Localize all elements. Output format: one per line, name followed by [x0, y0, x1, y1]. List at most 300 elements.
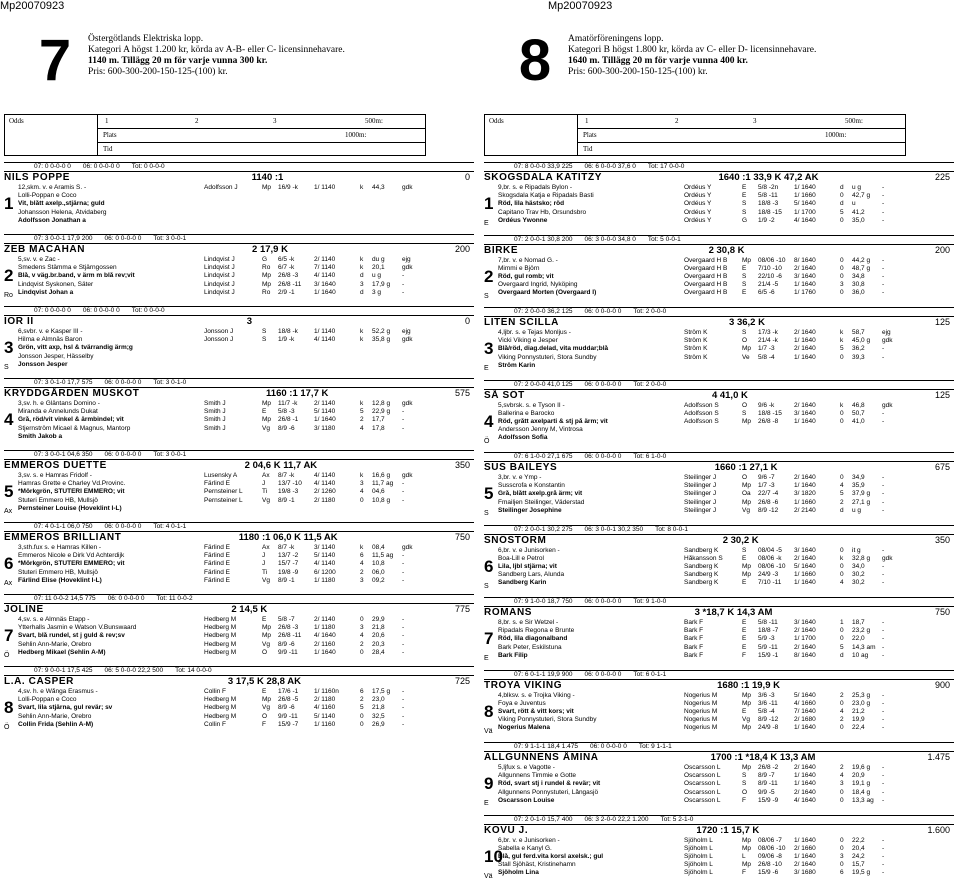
start-cell: 3 g: [372, 288, 382, 296]
start-row: [684, 507, 950, 515]
horse-info-line: Pernsteiner Louise (Hoveklint I-L): [18, 504, 122, 512]
start-cell: -: [882, 651, 885, 659]
horse-entry: [4, 234, 474, 302]
start-cell: 18/8 -15: [758, 409, 782, 417]
horse-info-line: Ballerina e Barocko: [498, 409, 555, 417]
start-row: [684, 700, 950, 708]
start-cell: 2/ 1640: [794, 627, 816, 635]
odds-table: [4, 114, 426, 156]
start-cell: 18/8 -7: [758, 627, 779, 635]
start-cell: E: [742, 554, 747, 562]
horse-earnings: 1.475: [927, 752, 950, 762]
race-title: Amatörföreningens lopp.: [568, 34, 664, 44]
horse-name-row: [484, 825, 954, 837]
start-cell: Mp: [742, 498, 752, 506]
horse-details: [484, 837, 954, 883]
track-sign: S: [484, 582, 489, 590]
record-stat: 06: 3 0-0-0 34,8 0: [584, 235, 636, 243]
start-cell: -: [882, 844, 885, 852]
horse-earnings: 775: [454, 604, 470, 614]
recent-starts: [204, 184, 470, 192]
plats-label: Plats: [103, 131, 117, 139]
start-cell: S: [742, 780, 747, 788]
start-cell: 0: [840, 571, 844, 579]
start-cell: 0: [840, 562, 844, 570]
start-cell: 48,7 g: [852, 264, 871, 272]
start-cell: -: [882, 184, 885, 191]
start-row: [684, 184, 950, 192]
horse-info-line: Svart, lila stjärna, gul revär; sv: [18, 704, 113, 712]
start-row: [204, 713, 470, 721]
start-cell: E: [742, 289, 747, 297]
start-cell: 0: [840, 264, 844, 272]
start-cell: 2/ 1640: [794, 329, 816, 336]
start-cell: 5/ 1640: [794, 691, 816, 699]
start-cell: u: [852, 200, 856, 208]
start-cell: 5/ 1140: [314, 712, 336, 720]
horse-info-line: Steilinger Josephine: [498, 506, 562, 514]
horse-earnings: 125: [934, 317, 950, 327]
start-cell: 2/ 1640: [794, 474, 816, 481]
record-stat: 06: 5 0-0-0 22,2 500: [104, 667, 164, 674]
start-cell: 12,8 g: [372, 400, 391, 407]
horse-name-row: [484, 680, 954, 692]
horse-entry: [484, 742, 954, 810]
start-cell: S: [742, 272, 747, 280]
horse-info-line: Lindqvist Syskonen, Säter: [18, 280, 94, 288]
start-cell: Ordéus Y: [684, 184, 712, 191]
start-cell: -: [882, 506, 885, 514]
start-cell: 32,8 g: [852, 554, 871, 562]
start-cell: 5/ 1140: [314, 408, 336, 416]
start-cell: -: [882, 716, 885, 724]
record-stat: 06: 0 0-0-0 0: [104, 235, 142, 242]
start-cell: 8/9 -6: [278, 704, 295, 712]
start-cell: 8/9 -6: [278, 640, 295, 648]
start-cell: 35,0: [852, 216, 865, 224]
start-cell: u g: [852, 184, 862, 191]
horse-entry: [4, 522, 474, 590]
record-stat: Tot: 2 0-0-0: [633, 380, 667, 388]
start-row: [204, 616, 470, 624]
start-cell: 3/ 1140: [314, 544, 336, 551]
horse-info-line: Fmailjen Steilinger, Väderstad: [498, 498, 585, 506]
start-cell: 0: [840, 216, 844, 224]
horse-name: EMMEROS BRILLIANT: [4, 532, 122, 543]
start-cell: 1/ 1640: [314, 416, 336, 424]
start-cell: 6/5 -k: [278, 256, 295, 263]
start-cell: 3: [360, 280, 364, 288]
record-stat: Tot: 3 0-0-1: [153, 235, 187, 242]
start-cell: -: [402, 640, 405, 648]
start-cell: 0: [840, 409, 844, 417]
start-row: [204, 328, 470, 336]
start-cell: Vg: [262, 424, 270, 432]
record-stat: 07: 0 0-0-0 0: [34, 163, 71, 170]
start-cell: 5: [360, 704, 364, 712]
start-row: [204, 272, 470, 280]
start-cell: Ve: [742, 353, 750, 361]
start-cell: 11/7 -k: [278, 400, 298, 407]
start-cell: Pernsteiner L: [204, 496, 243, 504]
start-cell: -: [882, 836, 885, 844]
horse-distance-record: 2 04,6 K 11,7 AK: [244, 460, 318, 471]
place-1-label: 1: [585, 117, 589, 125]
start-cell: 0: [360, 616, 364, 623]
start-cell: 35,8 g: [372, 336, 391, 344]
start-cell: 8/9 -1: [278, 576, 295, 584]
start-cell: k: [840, 337, 844, 345]
start-cell: 4/ 1660: [794, 699, 816, 707]
split-500-label: 500m:: [365, 117, 383, 125]
record-stat: 07: 0 0-0-0 0: [34, 307, 71, 314]
horse-info-line: Viking Ponnystuteri, Stora Sundby: [498, 353, 597, 361]
record-bar: [484, 670, 954, 680]
start-cell: Vg: [262, 704, 270, 712]
start-row: [684, 192, 950, 200]
start-cell: E: [742, 579, 747, 587]
start-cell: 0: [840, 635, 844, 643]
start-cell: 5: [360, 408, 364, 416]
horse-info: [18, 400, 204, 441]
start-cell: 9/6 -k: [758, 401, 775, 409]
start-cell: 0: [840, 474, 844, 481]
start-cell: 0: [840, 353, 844, 361]
start-cell: du g: [372, 256, 385, 263]
record-bar: [484, 452, 954, 462]
start-cell: Mp: [742, 562, 752, 570]
start-cell: 15,7: [852, 861, 865, 869]
start-cell: Bark F: [684, 635, 704, 643]
start-cell: 3: [840, 780, 844, 788]
record-stat: 07: 9 0-0-1 17,5 425: [34, 667, 93, 674]
recent-starts: [204, 688, 470, 729]
start-cell: Ax: [262, 472, 270, 479]
horse-info-line: *Mörkgrön, STUTERI EMMERO; vit: [18, 560, 125, 568]
start-cell: 8/ 1640: [794, 651, 816, 659]
record-bar: [484, 380, 954, 390]
start-cell: E: [742, 707, 747, 715]
horse-info-line: Bark Peter, Eskilstuna: [498, 643, 562, 651]
start-cell: 3/ 1180: [314, 424, 336, 432]
post-position: 4: [484, 411, 494, 431]
start-cell: -: [402, 488, 405, 496]
horse-details: [484, 402, 954, 448]
horse-details: [4, 184, 474, 230]
start-cell: 20,1: [372, 264, 385, 272]
horse-name: LITEN SCILLA: [484, 317, 559, 328]
horse-earnings: 350: [454, 460, 470, 470]
horse-info-line: Lindqvist Johan a: [18, 288, 74, 296]
start-cell: Adolfsson S: [684, 409, 719, 417]
start-cell: E: [742, 643, 747, 651]
start-cell: -: [882, 571, 885, 579]
horse-info: [18, 472, 204, 513]
horse-info-line: Adolfsson Jonathan a: [18, 216, 86, 224]
start-cell: -: [882, 200, 885, 208]
start-cell: 0: [840, 546, 844, 554]
start-cell: Ström K: [684, 329, 708, 336]
horse-info-line: Grön, vitt axp, hsl & tvärrandig ärm;g: [18, 344, 133, 352]
start-cell: S: [262, 336, 267, 344]
start-cell: 4: [360, 632, 364, 640]
horse-details: [4, 688, 474, 734]
horse-details: [484, 764, 954, 810]
start-cell: d: [360, 272, 364, 280]
start-cell: 29,9: [372, 616, 385, 623]
race-number: 7: [38, 28, 72, 93]
start-cell: -: [882, 264, 885, 272]
start-row: [204, 472, 470, 480]
start-cell: gdk: [402, 544, 413, 551]
start-cell: 8/9 -12: [758, 506, 779, 514]
record-stat: 07: 3 0-0-1 17,9 200: [34, 235, 93, 242]
start-cell: 1/ 1640: [314, 648, 336, 656]
horse-distance-record: 2 30,8 K: [708, 244, 745, 256]
horse-info-line: Nogerius Malena: [498, 724, 551, 732]
horse-name-row: [4, 604, 474, 616]
start-cell: Mp: [262, 280, 272, 288]
start-cell: 3/ 1820: [794, 490, 816, 498]
record-stat: 06: 6 0-0-0 37,6 0: [584, 163, 636, 170]
horse-info-line: Stuteri Emmero HB, Mullsjö: [18, 568, 98, 576]
horse-earnings: 575: [454, 388, 470, 398]
horse-info: [18, 256, 204, 297]
start-row: [684, 845, 950, 853]
start-row: [684, 780, 950, 788]
start-cell: ejg: [402, 256, 411, 263]
start-cell: Smith J: [204, 400, 226, 407]
start-cell: 8/9 -6: [278, 424, 295, 432]
start-cell: Färlind E: [204, 568, 231, 576]
start-cell: k: [360, 256, 364, 263]
start-row: [204, 624, 470, 632]
start-cell: Overgaard H B: [684, 264, 728, 272]
start-cell: -: [882, 627, 885, 635]
recent-starts: [684, 329, 950, 362]
start-cell: 21,2: [852, 707, 865, 715]
horse-details: [484, 257, 954, 303]
start-cell: 08/06 -k: [758, 554, 782, 562]
start-cell: 5/8 -7: [278, 616, 295, 623]
horse-distance-record: 1660 :1 27,1 K: [714, 462, 778, 473]
start-cell: J: [262, 552, 266, 560]
start-cell: 0: [840, 796, 844, 804]
horse-name: EMMEROS DUETTE: [4, 460, 107, 471]
horse-info-line: Foya e Juventus: [498, 699, 546, 707]
start-cell: 44,3: [372, 184, 385, 191]
record-stat: 06: 0 0-0-0 0: [584, 670, 622, 678]
start-cell: 08/06 -10: [758, 256, 786, 264]
track-sign: Ax: [4, 508, 13, 515]
horse-info-line: Vit, blått axelp.,stjärna; guld: [18, 200, 105, 208]
start-cell: k: [360, 328, 364, 335]
start-cell: k: [360, 400, 364, 407]
horse-distance-record: 1700 :1 *18,4 K 13,3 AM: [710, 752, 816, 763]
split-1000-label: 1000m:: [345, 131, 367, 139]
start-row: [684, 217, 950, 225]
record-stat: Tot: 9 1-0-0: [633, 598, 667, 605]
start-cell: Mp: [742, 345, 752, 353]
start-cell: -: [402, 624, 405, 632]
horse-name-row: [4, 316, 474, 328]
start-cell: Nogerius M: [684, 724, 718, 732]
start-cell: 18,4 g: [852, 788, 871, 796]
horse-earnings: 200: [454, 244, 470, 254]
horse-info-line: Lolli-Poppan e Coco: [18, 192, 77, 200]
start-cell: Mp: [262, 632, 272, 640]
start-cell: -: [882, 498, 885, 506]
start-row: [204, 577, 470, 585]
start-cell: 19,6 g: [852, 764, 871, 771]
post-position: 7: [484, 629, 494, 648]
start-cell: -: [882, 772, 885, 780]
start-cell: Collin F: [204, 688, 227, 695]
horse-info-line: 4,ljbr. s. e Tejas Monljus -: [498, 329, 571, 336]
start-cell: 4/ 1640: [794, 216, 816, 224]
start-cell: 50,7: [852, 409, 865, 417]
start-cell: 5: [840, 490, 844, 498]
horse-name-row: [484, 172, 954, 184]
start-cell: Sjöholm L: [684, 861, 713, 869]
start-cell: k: [360, 544, 364, 551]
start-cell: 4/ 1640: [794, 796, 816, 804]
start-cell: 1/7 -3: [758, 482, 775, 490]
recent-starts: [684, 692, 950, 733]
horse-info: [498, 329, 684, 370]
start-cell: 1/ 1640: [794, 184, 816, 191]
start-cell: Mp: [742, 724, 752, 732]
start-cell: -: [402, 616, 405, 623]
start-cell: Nogerius M: [684, 716, 718, 724]
start-cell: 2/ 1660: [794, 844, 816, 852]
start-cell: gdk: [402, 264, 413, 272]
horse-entry: [484, 452, 954, 520]
record-stat: 06: 0 0-0-0 0: [584, 380, 622, 388]
horse-info: [498, 547, 684, 588]
horse-info-line: Stjernström Micael & Magnus, Mantorp: [18, 424, 131, 432]
start-cell: -: [882, 691, 885, 699]
start-cell: Lindqvist J: [204, 280, 235, 288]
start-row: [204, 425, 470, 433]
start-row: [684, 354, 950, 362]
start-cell: 15/7 -7: [278, 560, 299, 568]
start-cell: -: [882, 724, 885, 732]
record-stat: Tot: 6 0-1-1: [633, 670, 667, 678]
start-cell: 2/ 1160: [314, 640, 336, 648]
start-cell: 18/8 -15: [758, 208, 782, 216]
start-cell: 6: [840, 869, 844, 877]
horse-details: [4, 472, 474, 518]
start-cell: 8/7 -k: [278, 544, 295, 551]
horse-info-line: Röd, svart stj i rundel & revär; vit: [498, 780, 601, 788]
start-cell: Overgaard H B: [684, 289, 728, 297]
horse-name: SUS BAILEYS: [484, 462, 558, 473]
horse-earnings: 725: [454, 676, 470, 686]
start-cell: S: [742, 409, 747, 417]
horse-details: [4, 544, 474, 590]
start-cell: 1/ 1160n: [314, 688, 339, 695]
record-stat: 06: 0 0-0-0 0: [104, 523, 142, 530]
start-cell: 46,8: [852, 401, 865, 409]
start-row: [684, 555, 950, 563]
start-cell: k: [840, 401, 844, 409]
start-cell: 45,0 g: [852, 337, 871, 345]
horse-distance-record: 1680 :1 19,9 K: [717, 679, 780, 691]
start-cell: ejg: [402, 328, 411, 335]
recent-starts: [204, 472, 470, 505]
start-cell: Ö: [742, 337, 748, 345]
horse-info: [18, 328, 204, 369]
start-cell: E: [742, 184, 747, 191]
horse-info-line: Allgunnens Timmie e Gotte: [498, 772, 577, 780]
start-row: [684, 635, 950, 643]
horse-distance-record: 1180 :1 06,0 K 11,5 AK: [238, 532, 338, 543]
start-cell: -: [402, 280, 405, 288]
horse-distance-record: 3: [246, 316, 252, 327]
horse-name-row: [4, 676, 474, 688]
start-cell: Färlind E: [204, 576, 231, 584]
horse-info: [498, 184, 684, 225]
horse-name: NILS POPPE: [4, 172, 71, 183]
horse-info-line: Ytterhalls Jasmin e Watson V.Bunswaard: [18, 624, 137, 632]
start-cell: 5/8 -4: [758, 707, 775, 715]
race-header: [8, 22, 430, 114]
horse-info: [18, 544, 204, 585]
start-cell: Mp: [742, 836, 752, 844]
record-stat: 06: 3 2-0-0 22,2 1.200: [584, 815, 649, 823]
start-row: [684, 474, 950, 482]
start-cell: 4: [360, 560, 364, 568]
start-cell: Sandberg K: [684, 546, 719, 554]
start-cell: 17,7: [372, 416, 385, 424]
start-cell: 1/ 1660: [794, 192, 816, 200]
record-stat: 06: 0 0-0-0 0: [104, 379, 142, 386]
start-cell: -: [402, 712, 405, 720]
track-sign: E: [484, 655, 489, 662]
start-cell: gdk: [402, 336, 413, 344]
horse-info-line: Svart, blå rundel, st j guld & rev;sv: [18, 632, 125, 640]
start-cell: 7/ 1140: [314, 264, 336, 272]
start-cell: 3/ 1640: [794, 409, 816, 417]
start-cell: Mp: [742, 691, 752, 699]
start-cell: Vg: [742, 716, 750, 724]
start-cell: -: [882, 417, 885, 425]
start-cell: -: [402, 648, 405, 656]
start-row: [204, 704, 470, 712]
record-bar: [4, 594, 474, 604]
horse-earnings: 225: [934, 172, 950, 182]
start-cell: -: [402, 688, 405, 695]
start-cell: 1/ 1640: [794, 852, 816, 860]
start-cell: 24,2: [852, 852, 865, 860]
start-cell: Mp: [262, 624, 272, 632]
track-sign: Ö: [4, 724, 10, 731]
start-cell: Hedberg M: [204, 632, 237, 640]
start-cell: Mp: [262, 272, 272, 280]
horse-info-line: 9,br. s. e Ripadals Bylon -: [498, 184, 573, 191]
start-cell: 4/ 1140: [314, 560, 336, 568]
start-cell: 0: [840, 192, 844, 200]
start-cell: 0: [360, 496, 364, 504]
start-cell: 17/6 -1: [278, 688, 299, 695]
start-cell: -: [402, 416, 405, 424]
recent-starts: [684, 257, 950, 298]
start-cell: Oa: [742, 490, 751, 498]
record-bar: [4, 162, 474, 172]
recent-starts: [684, 402, 950, 427]
start-cell: Jonsson J: [204, 328, 234, 335]
